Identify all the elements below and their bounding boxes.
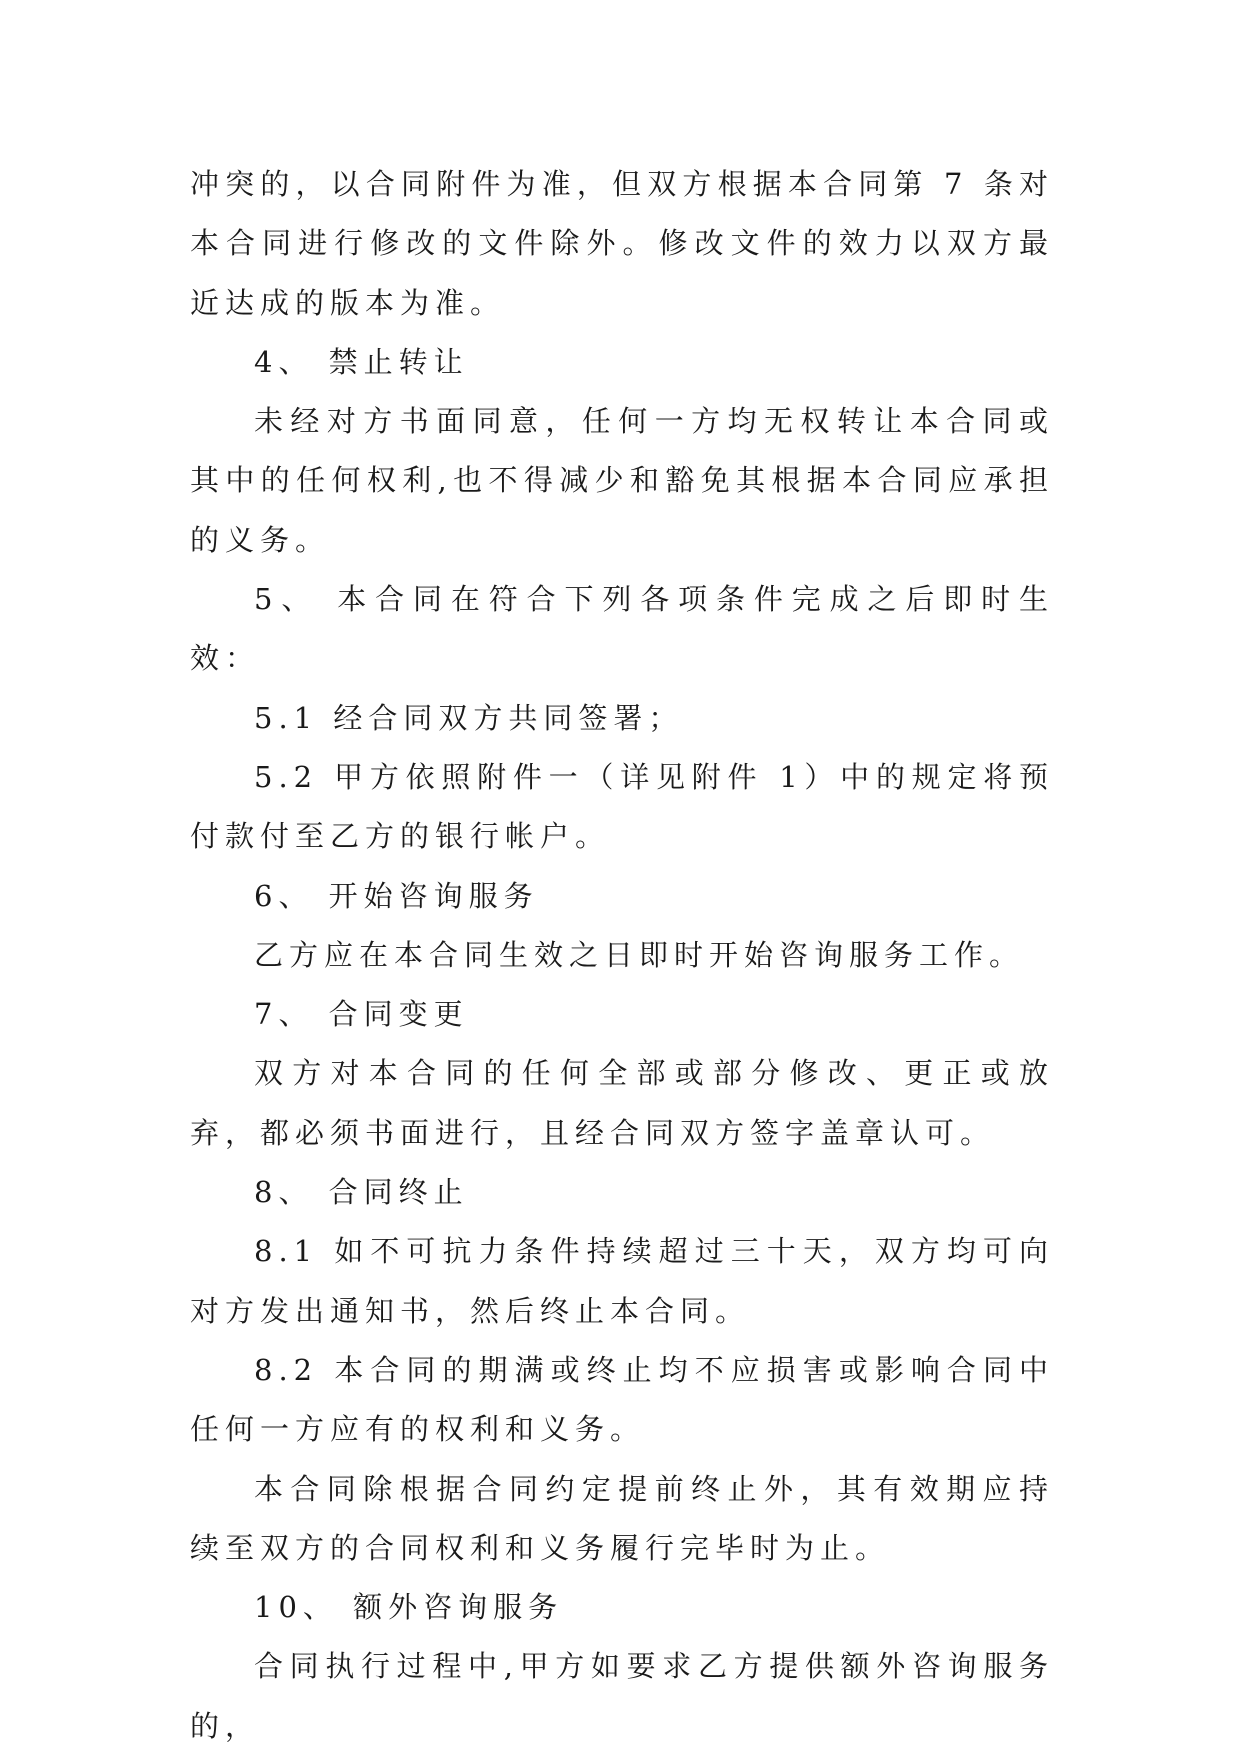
section-heading-6: 6、 开始咨询服务 (254, 878, 539, 913)
paragraph-extra-service: 合同执行过程中,甲方如要求乙方提供额外咨询服务的， (190, 1649, 1054, 1743)
section-heading-7: 7、 合同变更 (254, 997, 469, 1032)
document-page (190, 155, 1054, 1756)
section-heading-10: 10、 额外咨询服务 (254, 1590, 564, 1625)
paragraph-start-service: 乙方应在本合同生效之日即时开始咨询服务工作。 (254, 937, 1025, 972)
paragraph-no-transfer: 未经对方书面同意，任何一方均无权转让本合同或其中的任何权利,也不得减少和豁免其根据本合同应承担的义务。 (190, 404, 1054, 557)
paragraph-contract-change: 双方对本合同的任何全部或部分修改、更正或放弃，都必须书面进行，且经合同双方签字盖章认可。 (190, 1056, 1054, 1150)
section-heading-5: 5、 本合同在符合下列各项条件完成之后即时生效： (190, 582, 1054, 676)
section-heading-4: 4、 禁止转让 (254, 344, 469, 379)
clause-8-1: 8.1 如不可抗力条件持续超过三十天，双方均可向对方发出通知书，然后终止本合同。 (190, 1234, 1054, 1328)
clause-5-1: 5.1 经合同双方共同签署； (254, 700, 684, 735)
clause-5-2: 5.2 甲方依照附件一（详见附件 1）中的规定将预付款付至乙方的银行帐户。 (190, 759, 1054, 854)
clause-8-2: 8.2 本合同的期满或终止均不应损害或影响合同中任何一方应有的权利和义务。 (190, 1352, 1054, 1447)
paragraph-conflict-clause: 冲突的，以合同附件为准，但双方根据本合同第 7 条对本合同进行修改的文件除外。修改文件的效力以双方最近达成的版本为准。 (190, 167, 1054, 320)
paragraph-validity-period: 本合同除根据合同约定提前终止外，其有效期应持续至双方的合同权利和义务履行完毕时为止。 (190, 1471, 1054, 1565)
section-heading-8: 8、 合同终止 (254, 1175, 469, 1210)
